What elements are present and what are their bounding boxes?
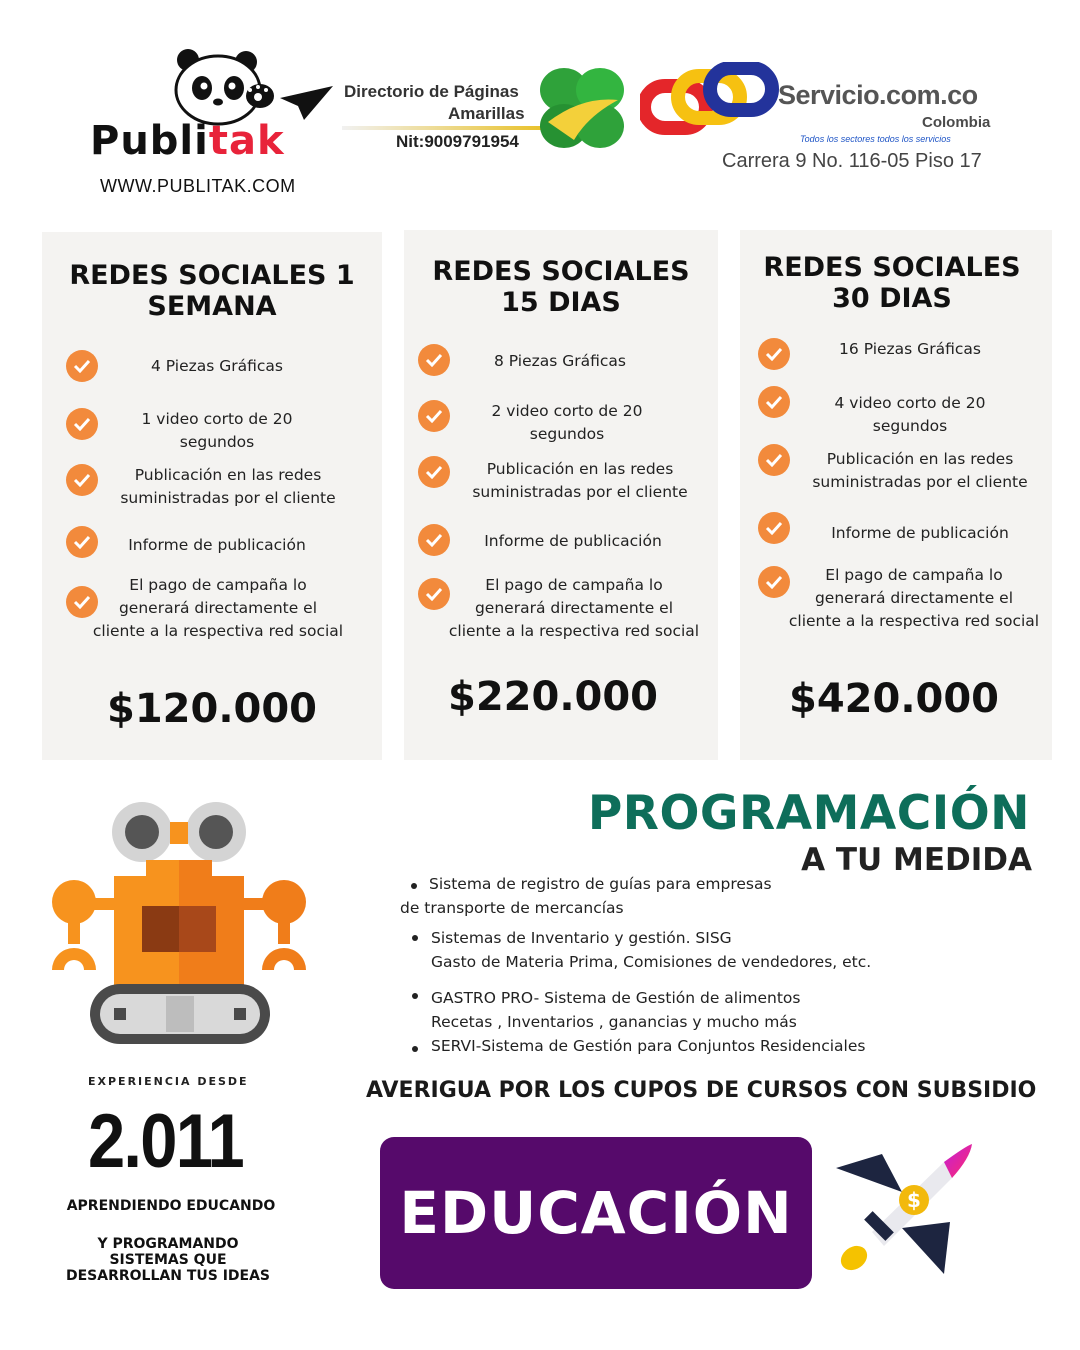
checkmark-icon [418, 524, 450, 556]
directorio-subtitle: Amarillas [448, 104, 525, 123]
checkmark-icon [758, 386, 790, 418]
checkmark-icon [758, 512, 790, 544]
checkmark-icon [758, 338, 790, 370]
experience-label: EXPERIENCIA DESDE [88, 1075, 249, 1088]
feature-text: Publicación en las redes suministradas por el cliente [812, 450, 1028, 491]
publitak-wordmark: Publitak [90, 118, 285, 164]
chain-links-icon [640, 62, 780, 142]
plan-price: $220.000 [447, 674, 659, 720]
checkmark-icon [66, 526, 98, 558]
bullet-icon [412, 993, 418, 999]
list-item: SERVI-Sistema de Gestión para Conjuntos Residenciales [400, 1034, 1040, 1058]
directorio-title: Directorio de Páginas [344, 82, 519, 101]
checkmark-icon [418, 400, 450, 432]
plan-title: REDES SOCIALES 1 SEMANA [69, 260, 355, 322]
feature-text: El pago de campaña lo generará directamente el cliente a la respectiva red social [92, 576, 344, 640]
feature-text: Publicación en las redes suministradas por el cliente [472, 460, 688, 501]
plan-card-1-week [42, 232, 382, 760]
feature-text: El pago de campaña lo generará directamente el cliente a la respectiva red social [788, 566, 1040, 630]
plan-title: REDES SOCIALES 15 DIAS [432, 256, 690, 318]
feature-text: 16 Piezas Gráficas [839, 340, 981, 358]
dollar-sign: $ [907, 1188, 921, 1212]
servicio-name: Servicio.com.co [778, 80, 978, 110]
publitak-url[interactable]: WWW.PUBLITAK.COM [100, 176, 296, 196]
plan-price: $420.000 [788, 676, 1000, 722]
feature-text: 8 Piezas Gráficas [493, 352, 626, 370]
checkmark-icon [66, 464, 98, 496]
list-item: Sistemas de Inventario y gestión. SISG Gasto de Materia Prima, Comisiones de vendedores, etc. [400, 926, 1040, 974]
feature-text: Informe de publicación [128, 536, 306, 554]
checkmark-icon [418, 344, 450, 376]
checkmark-icon [66, 408, 98, 440]
feature-text: 2 video corto de 20 segundos [491, 402, 643, 443]
plan-card-15-days [404, 230, 718, 760]
bullet-icon [412, 1046, 418, 1052]
plan-price: $120.000 [106, 686, 318, 732]
rocket-icon [832, 1140, 982, 1280]
feature-text: Publicación en las redes suministradas por el cliente [120, 466, 336, 507]
programacion-title: PROGRAMACIÓN [587, 786, 1030, 841]
checkmark-icon [758, 444, 790, 476]
programacion-subtitle: A TU MEDIDA [801, 842, 1032, 878]
servicio-country: Colombia [922, 114, 991, 131]
feature-text: Informe de publicación [831, 524, 1009, 542]
tagline-learning: APRENDIENDO EDUCANDO [66, 1198, 276, 1214]
servicio-logo [640, 62, 1000, 182]
directorio-nit: Nit:9009791954 [396, 132, 519, 151]
feature-text: 4 Piezas Gráficas [150, 357, 283, 375]
education-button-label: EDUCACIÓN [399, 1179, 793, 1247]
list-item: GASTRO PRO- Sistema de Gestión de alimentos Recetas , Inventarios , ganancias y mucho más [400, 986, 1040, 1034]
feature-text: 1 video corto de 20 segundos [141, 410, 293, 451]
feature-text: 4 video corto de 20 segundos [834, 394, 986, 435]
feature-text: Informe de publicación [484, 532, 662, 550]
publitak-logo [88, 48, 328, 168]
directorio-divider [342, 126, 542, 130]
directorio-logo [342, 60, 634, 160]
list-item: Sistema de registro de guías para empresas de transporte de mercancías [400, 875, 772, 917]
plan-title: REDES SOCIALES 30 DIAS [763, 252, 1021, 314]
experience-year: 2.011 [88, 1099, 243, 1184]
subsidy-text: AVERIGUA POR LOS CUPOS DE CURSOS CON SUBSIDIO [366, 1078, 1037, 1103]
plan-card-30-days [740, 230, 1052, 760]
robot-icon [50, 798, 310, 1058]
programacion-list [400, 872, 1040, 1062]
clover-icon [534, 60, 630, 156]
education-button[interactable] [380, 1137, 812, 1289]
bullet-icon [411, 883, 417, 889]
servicio-address: Carrera 9 No. 116-05 Piso 17 [722, 150, 982, 172]
tagline-programming: Y PROGRAMANDO SISTEMAS QUE DESARROLLAN TUS IDEAS [65, 1236, 271, 1284]
checkmark-icon [418, 456, 450, 488]
bullet-icon [412, 935, 418, 941]
servicio-tagline: Todos los sectores todos los servicios [800, 134, 951, 144]
feature-text: El pago de campaña lo generará directamente el cliente a la respectiva red social [448, 576, 700, 640]
checkmark-icon [66, 350, 98, 382]
